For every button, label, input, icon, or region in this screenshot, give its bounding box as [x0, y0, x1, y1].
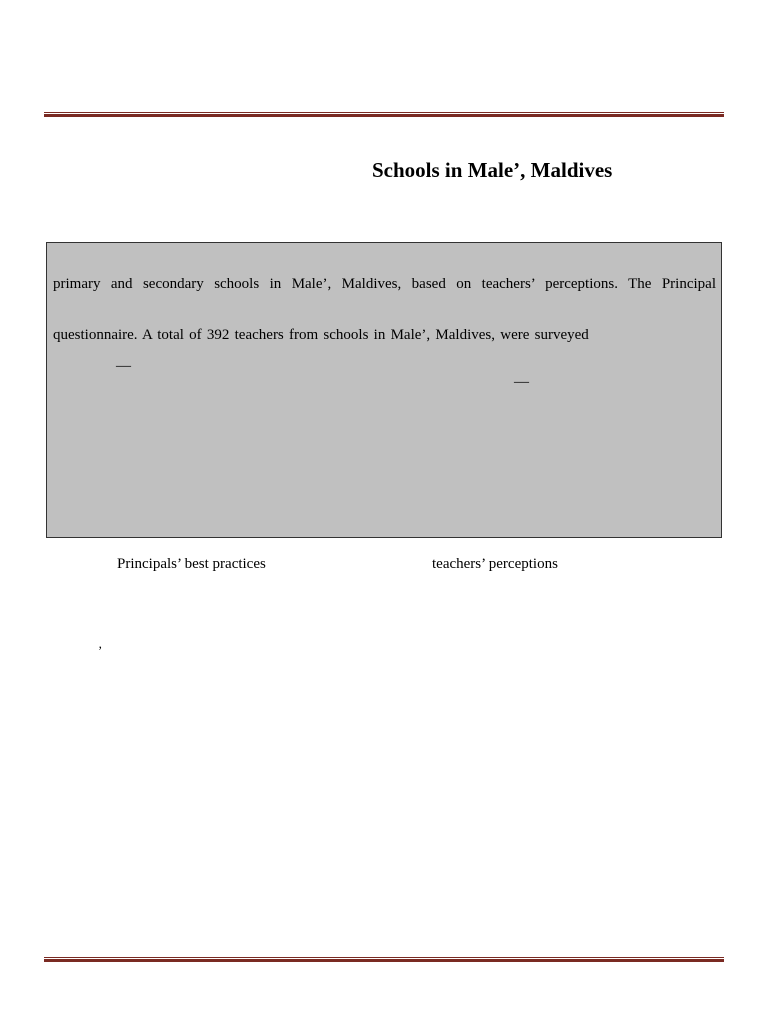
bottom-rule [44, 957, 724, 962]
keyword-teachers-perceptions: teachers’ perceptions [432, 556, 558, 572]
document-title: Schools in Male’, Maldives [372, 158, 613, 182]
top-rule [44, 112, 724, 117]
keyword-principals-best-practices: Principals’ best practices [117, 556, 266, 572]
stray-apostrophe: ’ [98, 643, 103, 658]
abstract-dash-1: — [116, 358, 131, 374]
abstract-line-2: questionnaire. A total of 392 teachers from schools in Male’, Maldives, were surveyed [53, 327, 589, 343]
abstract-line-1: primary and secondary schools in Male’, Maldives, based on teachers’ perceptions. The Principal [53, 276, 716, 292]
abstract-dash-2: — [514, 374, 529, 390]
abstract-box [46, 242, 722, 538]
